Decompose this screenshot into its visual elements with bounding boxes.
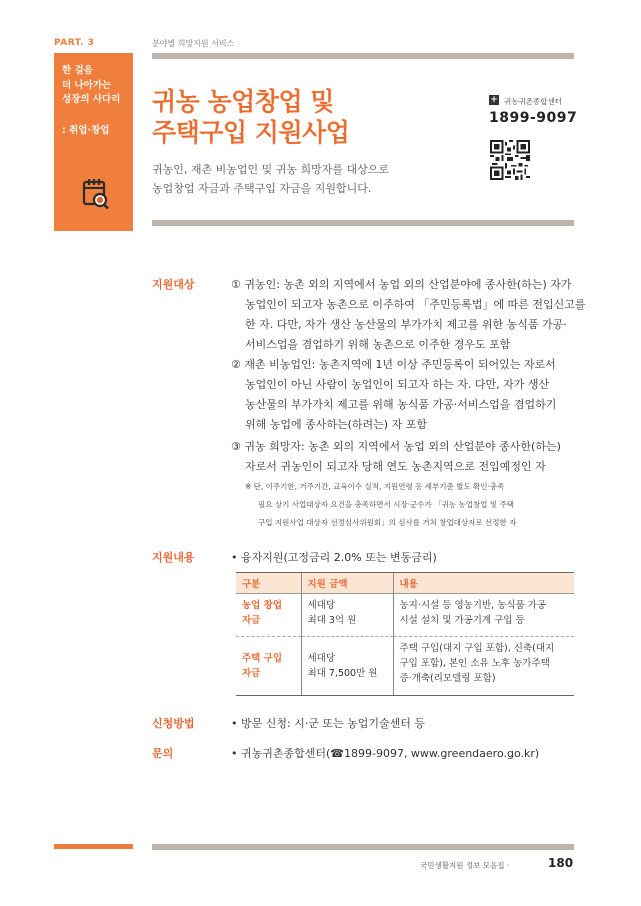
target-line: 농산물의 부가가치 제고를 위해 농식품 가공·서비스업을 겸업하기 <box>245 398 557 411</box>
sidebar-line: 성장의 사다리 <box>62 94 121 105</box>
sidebar-line: 한 걸음 <box>62 65 93 76</box>
table-header-cell: 내용 <box>393 573 574 594</box>
content-line: 증·개축(리모델링 포함) <box>399 673 496 684</box>
support-label: 지원내용 <box>152 551 195 564</box>
description-line: 농업창업 자금과 주택구입 자금을 지원합니다. <box>152 182 372 195</box>
table-category-cell <box>236 594 301 637</box>
target-line: 한 자. 다만, 자가 생산 농산물의 부가가치 제고를 위한 농식품 가공· <box>245 318 567 331</box>
table-amount-cell <box>301 594 393 637</box>
title-line: 주택구입 지원사업 <box>152 118 350 147</box>
inquiry-text[interactable]: • 귀농귀촌종합센터(☎1899-9097, www.greendaero.go.kr) <box>231 747 540 760</box>
sidebar-line: 더 나아가는 <box>62 79 112 91</box>
section-divider <box>152 220 574 226</box>
page-title <box>152 86 349 148</box>
table-content-cell <box>393 594 574 637</box>
description-line: 귀농인, 재촌 비농업인 및 귀농 희망자를 대상으로 <box>152 163 389 176</box>
target-line: ② 재촌 비농업인: 농촌지역에 1년 이상 주민등록이 되어있는 자로서 <box>231 358 556 371</box>
target-note: 필요 상기 사업대상자 요건을 충족하면서 시장·군수가 「귀농 농업창업 및 주택 <box>258 500 514 509</box>
page-number: 180 <box>548 856 574 870</box>
section-label: 분야별 희망지원 서비스 <box>152 39 235 48</box>
table-category-cell <box>236 637 301 696</box>
content-line: 농지·시설 등 영농기반, 농식품 가공 <box>399 600 547 611</box>
sidebar-subtitle: : 취업·창업 <box>62 125 110 136</box>
target-line: 농업인이 아닌 사람이 농업인이 되고자 하는 자. 다만, 자가 생산 <box>245 378 550 391</box>
page-description <box>152 160 389 198</box>
support-bullet: • 융자지원(고정금리 2.0% 또는 변동금리) <box>231 551 437 564</box>
part-label: PART. 3 <box>54 38 95 48</box>
table-header-row <box>236 573 574 594</box>
amount-line: 세대당 <box>307 653 336 664</box>
content-line: 구입 포함), 본인 소유 노후 농가주택 <box>399 658 550 669</box>
amount-line: 세대당 <box>307 600 336 611</box>
category-line: 자금 <box>242 668 261 679</box>
qr-code-icon[interactable] <box>490 140 530 180</box>
target-label: 지원대상 <box>152 278 195 291</box>
target-line: ③ 귀농 희망자: 농촌 외의 지역에서 농업 외의 산업분야 종사한(하는) <box>231 440 561 453</box>
amount-line: 최대 3억 원 <box>307 615 357 626</box>
category-line: 자금 <box>242 615 261 626</box>
support-table <box>236 572 574 696</box>
footer-orange-bar <box>54 844 133 849</box>
target-line: 농업인이 되고자 농촌으로 이주하여 「주민등록법」에 따른 전입신고를 <box>245 298 586 311</box>
table-header-cell: 구분 <box>236 573 301 594</box>
header-gray-bar <box>152 53 574 59</box>
table-row <box>236 594 574 637</box>
inquiry-label: 문의 <box>152 747 174 760</box>
target-line: ① 귀농인: 농촌 외의 지역에서 농업 외의 산업분야에 종사한(하는) 자가 <box>231 278 572 291</box>
contact-center-name: 귀농귀촌종합센터 <box>504 97 562 106</box>
table-row <box>236 637 574 696</box>
table-content-cell <box>393 637 574 696</box>
table-amount-cell <box>301 637 393 696</box>
category-line: 주택 구입 <box>242 653 283 664</box>
calendar-search-icon <box>82 176 110 210</box>
content-line: 시설 설치 및 가공기계 구입 등 <box>399 615 525 626</box>
title-line: 귀농 농업창업 및 <box>152 87 334 116</box>
footer-title: 국민생활지원 정보 모음집 · <box>420 861 510 870</box>
apply-label: 신청방법 <box>152 717 195 730</box>
amount-line: 최대 7,500만 원 <box>307 668 378 679</box>
category-line: 농업 창업 <box>242 600 283 611</box>
contact-phone: 1899-9097 <box>489 110 578 126</box>
footer-gray-bar <box>152 844 574 850</box>
content-line: 주택 구입(대지 구입 포함), 신축(대지 <box>399 643 555 654</box>
target-note: ※ 단, 이주기한, 거주기간, 교육이수 실적, 지원연령 등 세부기준 별도 확인·충족 <box>245 482 505 491</box>
target-line: 자로서 귀농인이 되고자 당해 연도 농촌지역으로 전입예정인 자 <box>245 460 546 473</box>
table-header-cell: 지원 금액 <box>301 573 393 594</box>
target-note: 구입 지원사업 대상자 선정심사위원회」의 심사를 거쳐 창업대상자로 선정한 자 <box>258 518 517 527</box>
target-line: 서비스업을 겸업하기 위해 농촌으로 이주한 경우도 포함 <box>245 338 511 351</box>
apply-text: • 방문 신청: 시·군 또는 농업기술센터 등 <box>231 717 426 730</box>
target-line: 위해 농업에 종사하는(하려는) 자 포함 <box>245 418 427 431</box>
sidebar-title <box>62 64 134 108</box>
plus-icon: + <box>490 95 498 105</box>
